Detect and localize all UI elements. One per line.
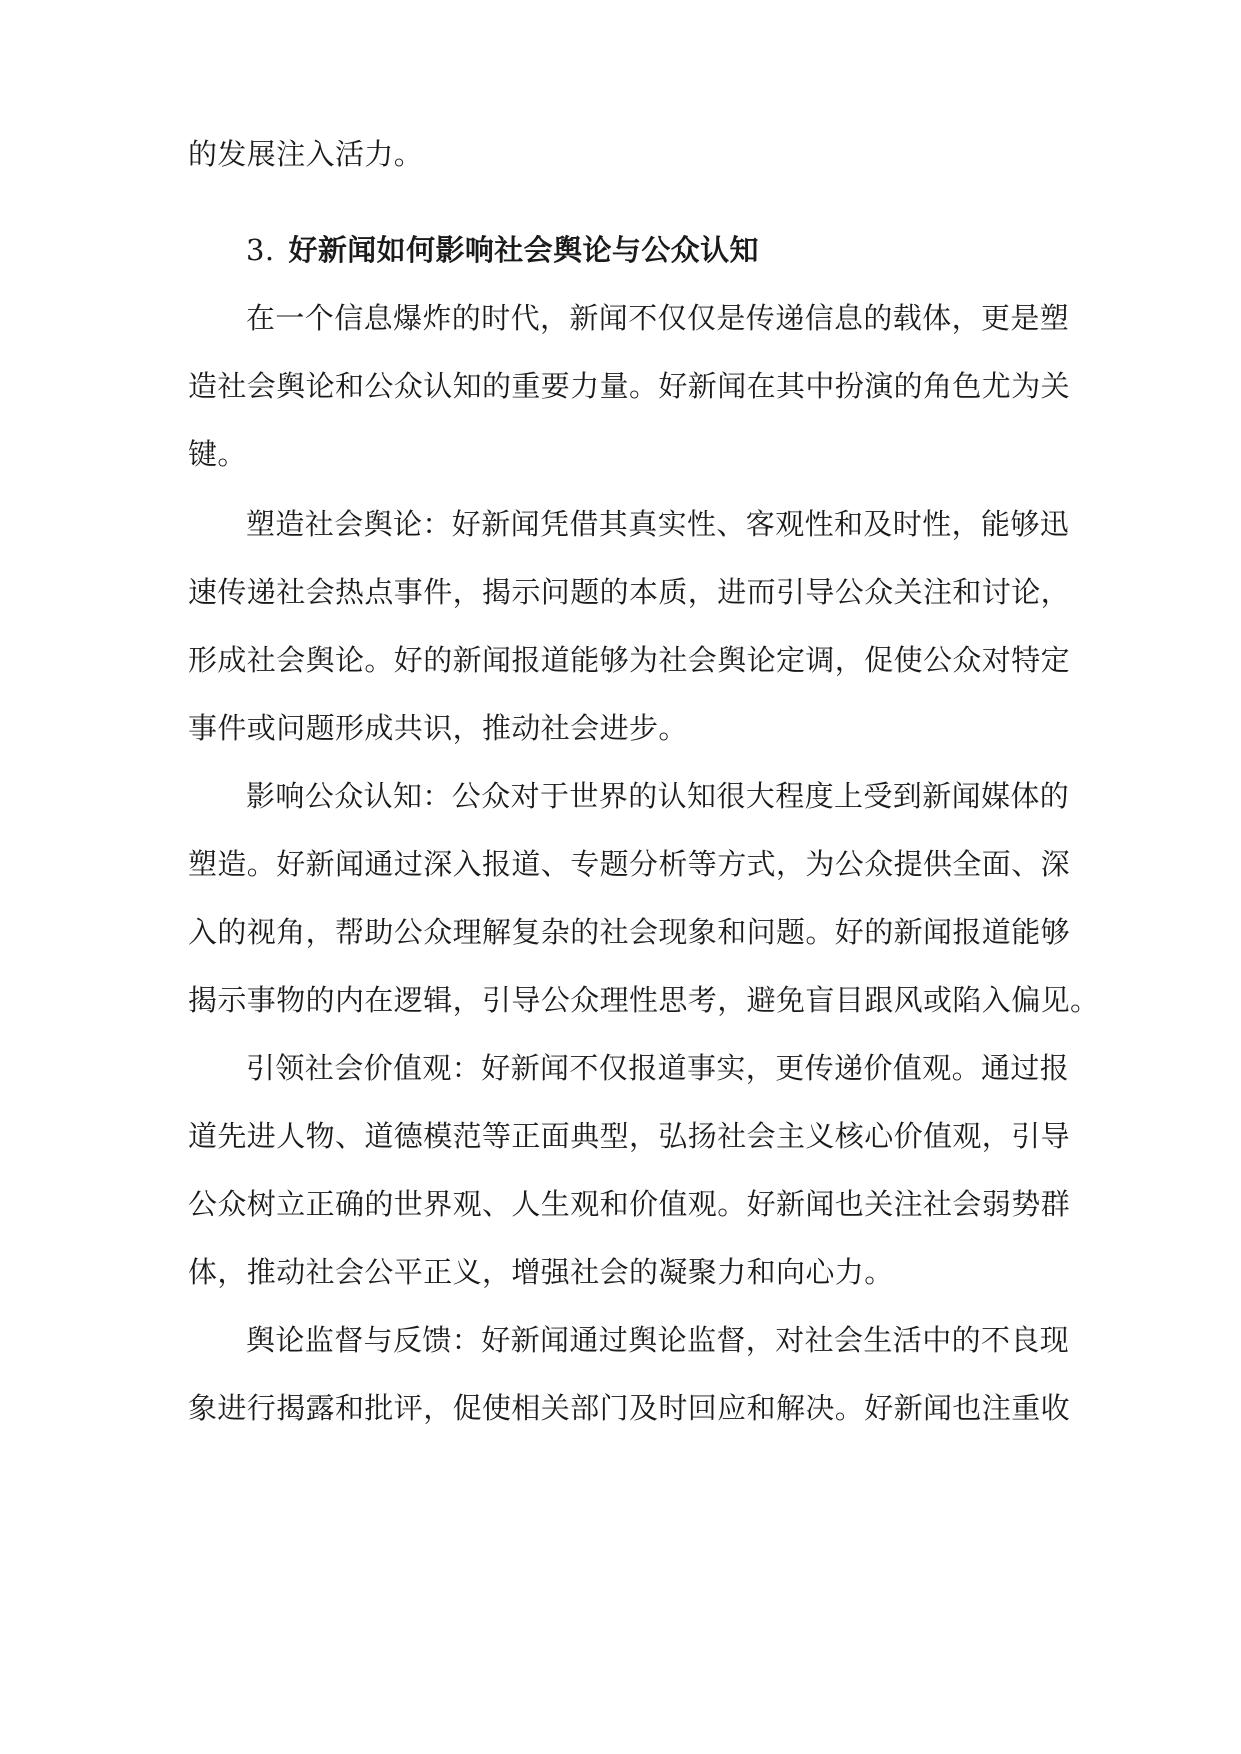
paragraph-line: 速传递社会热点事件，揭示问题的本质，进而引导公众关注和讨论，: [188, 575, 1071, 609]
paragraph-line: 塑造。好新闻通过深入报道、专题分析等方式，为公众提供全面、深: [188, 847, 1071, 881]
section-number: 3.: [246, 233, 275, 267]
section-heading: [246, 230, 759, 270]
paragraph-line: 键。: [188, 437, 247, 471]
paragraph-line: 形成社会舆论。好的新闻报道能够为社会舆论定调，促使公众对特定: [188, 643, 1071, 677]
paragraph-line: 舆论监督与反馈：好新闻通过舆论监督，对社会生活中的不良现: [246, 1323, 1070, 1357]
paragraph-line: 引领社会价值观：好新闻不仅报道事实，更传递价值观。通过报: [246, 1051, 1070, 1085]
paragraph-line: 象进行揭露和批评，促使相关部门及时回应和解决。好新闻也注重收: [188, 1391, 1071, 1425]
intro-tail-line: 的发展注入活力。: [188, 137, 424, 171]
paragraph-line: 体，推动社会公平正义，增强社会的凝聚力和向心力。: [188, 1255, 894, 1289]
section-title: 好新闻如何影响社会舆论与公众认知: [288, 233, 759, 267]
paragraph-line: 影响公众认知：公众对于世界的认知很大程度上受到新闻媒体的: [246, 779, 1070, 813]
paragraph-line: 入的视角，帮助公众理解复杂的社会现象和问题。好的新闻报道能够: [188, 915, 1071, 949]
paragraph-line: 道先进人物、道德模范等正面典型，弘扬社会主义核心价值观，引导: [188, 1119, 1071, 1153]
paragraph-line: 在一个信息爆炸的时代，新闻不仅仅是传递信息的载体，更是塑: [246, 301, 1070, 335]
paragraph-line: 塑造社会舆论：好新闻凭借其真实性、客观性和及时性，能够迅: [246, 507, 1070, 541]
paragraph-line: 公众树立正确的世界观、人生观和价值观。好新闻也关注社会弱势群: [188, 1187, 1071, 1221]
paragraph-line: 事件或问题形成共识，推动社会进步。: [188, 711, 688, 745]
paragraph-line: 造社会舆论和公众认知的重要力量。好新闻在其中扮演的角色尤为关: [188, 369, 1071, 403]
paragraph-line: 揭示事物的内在逻辑，引导公众理性思考，避免盲目跟风或陷入偏见。: [188, 983, 1100, 1017]
